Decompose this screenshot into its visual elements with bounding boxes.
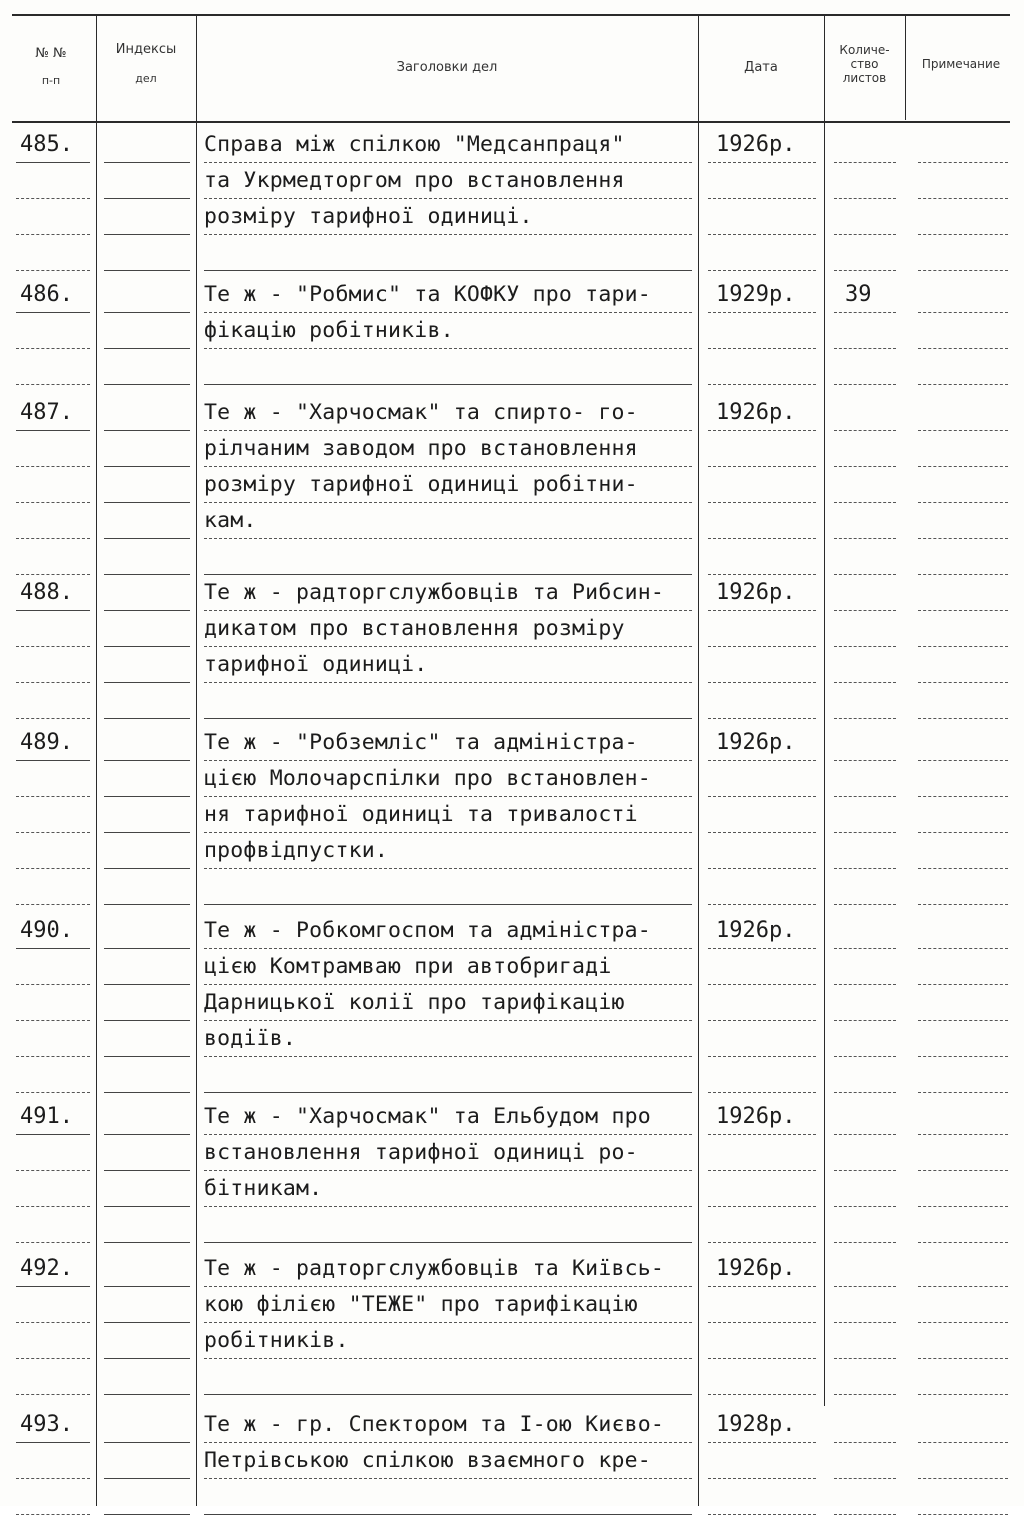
ruling-line bbox=[16, 312, 90, 313]
record-title-line: Те ж - "Робмис" та КОФКУ про тари- bbox=[204, 282, 651, 307]
table-top-rule bbox=[12, 14, 1010, 16]
ruling-line bbox=[16, 1242, 90, 1243]
ruling-line bbox=[708, 1394, 816, 1395]
ruling-line bbox=[204, 1394, 692, 1395]
record-title-line: Дарницької колії про тарифікацію bbox=[204, 990, 625, 1015]
ruling-line bbox=[918, 1442, 1008, 1443]
record-title-line: бітникам. bbox=[204, 1176, 323, 1201]
ruling-line bbox=[204, 234, 692, 235]
ruling-line bbox=[16, 1478, 90, 1479]
ruling-line bbox=[16, 832, 90, 833]
record-sheets: 39 bbox=[845, 282, 872, 307]
ruling-line bbox=[204, 796, 692, 797]
record-title-line: Те ж - гр. Спектором та І-ою Києво- bbox=[204, 1412, 665, 1437]
ruling-line bbox=[834, 1358, 896, 1359]
ruling-line bbox=[918, 1394, 1008, 1395]
record-number: 490. bbox=[20, 918, 73, 943]
ruling-line bbox=[104, 646, 190, 647]
record-title-line: та Укрмедторгом про встановлення bbox=[204, 168, 625, 193]
ruling-line bbox=[708, 832, 816, 833]
ruling-line bbox=[708, 760, 816, 761]
ruling-line bbox=[918, 162, 1008, 163]
ruling-line bbox=[918, 984, 1008, 985]
ruling-line bbox=[16, 984, 90, 985]
ruling-line bbox=[204, 574, 692, 575]
ruling-line bbox=[204, 312, 692, 313]
ruling-line bbox=[104, 234, 190, 235]
ruling-line bbox=[834, 868, 896, 869]
ruling-line bbox=[708, 1286, 816, 1287]
ruling-line bbox=[918, 1358, 1008, 1359]
ruling-line bbox=[708, 502, 816, 503]
ruling-line bbox=[708, 868, 816, 869]
ruling-line bbox=[104, 312, 190, 313]
ruling-line bbox=[918, 868, 1008, 869]
record-number: 492. bbox=[20, 1256, 73, 1281]
ruling-line bbox=[918, 796, 1008, 797]
ruling-line bbox=[16, 430, 90, 431]
ruling-line bbox=[204, 198, 692, 199]
record-title-line: тарифної одиниці. bbox=[204, 652, 428, 677]
ruling-line bbox=[204, 1134, 692, 1135]
ruling-line bbox=[708, 1242, 816, 1243]
ruling-line bbox=[104, 1286, 190, 1287]
ruling-line bbox=[16, 718, 90, 719]
ruling-line bbox=[204, 718, 692, 719]
ruling-line bbox=[708, 796, 816, 797]
ruling-line bbox=[918, 646, 1008, 647]
ruling-line bbox=[708, 904, 816, 905]
ruling-line bbox=[834, 904, 896, 905]
ruling-line bbox=[104, 984, 190, 985]
ruling-line bbox=[918, 270, 1008, 271]
ruling-line bbox=[204, 538, 692, 539]
ruling-line bbox=[708, 984, 816, 985]
ruling-line bbox=[104, 430, 190, 431]
ruling-line bbox=[918, 234, 1008, 235]
ruling-line bbox=[104, 718, 190, 719]
record-number: 486. bbox=[20, 282, 73, 307]
ruling-line bbox=[708, 348, 816, 349]
ruling-line bbox=[708, 1020, 816, 1021]
ruling-line bbox=[16, 948, 90, 949]
ruling-line bbox=[708, 948, 816, 949]
ruling-line bbox=[16, 1020, 90, 1021]
ruling-line bbox=[104, 760, 190, 761]
ruling-line bbox=[204, 610, 692, 611]
ruling-line bbox=[918, 1242, 1008, 1243]
record-title-line: розміру тарифної одиниці робітни- bbox=[204, 472, 638, 497]
ruling-line bbox=[16, 502, 90, 503]
record-title-line: розміру тарифної одиниці. bbox=[204, 204, 533, 229]
record-title-line: водіїв. bbox=[204, 1026, 297, 1051]
ruling-line bbox=[918, 502, 1008, 503]
record-title-line: цією Молочарспілки про встановлен- bbox=[204, 766, 651, 791]
ruling-line bbox=[104, 270, 190, 271]
ruling-line bbox=[16, 610, 90, 611]
record-date: 1926р. bbox=[716, 730, 796, 755]
ruling-line bbox=[834, 760, 896, 761]
ruling-line bbox=[834, 574, 896, 575]
ruling-line bbox=[708, 1206, 816, 1207]
ruling-line bbox=[16, 1358, 90, 1359]
ruling-line bbox=[104, 1020, 190, 1021]
ruling-line bbox=[104, 348, 190, 349]
ruling-line bbox=[708, 718, 816, 719]
ruling-line bbox=[16, 1134, 90, 1135]
ruling-line bbox=[104, 1134, 190, 1135]
ruling-line bbox=[834, 502, 896, 503]
ruling-line bbox=[104, 610, 190, 611]
ruling-line bbox=[204, 466, 692, 467]
ruling-line bbox=[204, 348, 692, 349]
ruling-line bbox=[16, 466, 90, 467]
ruling-line bbox=[204, 162, 692, 163]
ruling-line bbox=[16, 1206, 90, 1207]
ruling-line bbox=[104, 832, 190, 833]
ruling-line bbox=[834, 466, 896, 467]
ruling-line bbox=[104, 682, 190, 683]
ruling-line bbox=[104, 1322, 190, 1323]
ruling-line bbox=[834, 796, 896, 797]
ruling-line bbox=[834, 832, 896, 833]
ruling-line bbox=[834, 682, 896, 683]
ruling-line bbox=[834, 430, 896, 431]
ruling-line bbox=[918, 430, 1008, 431]
record-title-line: робітників. bbox=[204, 1328, 349, 1353]
ruling-line bbox=[204, 948, 692, 949]
ruling-line bbox=[104, 796, 190, 797]
record-number: 488. bbox=[20, 580, 73, 605]
ruling-line bbox=[104, 1092, 190, 1093]
ruling-line bbox=[204, 646, 692, 647]
ruling-line bbox=[708, 1358, 816, 1359]
ruling-line bbox=[918, 1092, 1008, 1093]
record-number: 493. bbox=[20, 1412, 73, 1437]
ruling-line bbox=[918, 384, 1008, 385]
ruling-line bbox=[104, 1442, 190, 1443]
record-date: 1926р. bbox=[716, 580, 796, 605]
ruling-line bbox=[708, 1092, 816, 1093]
ruling-line bbox=[918, 1286, 1008, 1287]
ruling-line bbox=[918, 1170, 1008, 1171]
ruling-line bbox=[104, 198, 190, 199]
ruling-line bbox=[708, 538, 816, 539]
ruling-line bbox=[918, 682, 1008, 683]
ruling-line bbox=[204, 1442, 692, 1443]
ruling-line bbox=[104, 948, 190, 949]
record-title-line: Те ж - "Харчосмак" та Ельбудом про bbox=[204, 1104, 651, 1129]
ruling-line bbox=[834, 948, 896, 949]
record-title-line: дикатом про встановлення розміру bbox=[204, 616, 625, 641]
ruling-line bbox=[104, 1358, 190, 1359]
record-title-line: цією Комтрамваю при автобригаді bbox=[204, 954, 612, 979]
ruling-line bbox=[834, 1242, 896, 1243]
ruling-line bbox=[16, 348, 90, 349]
ruling-line bbox=[708, 384, 816, 385]
ruling-line bbox=[918, 1206, 1008, 1207]
record-title-line: Те ж - "Робземліс" та адміністра- bbox=[204, 730, 638, 755]
ruling-line bbox=[834, 1056, 896, 1057]
ruling-line bbox=[16, 760, 90, 761]
ruling-line bbox=[104, 466, 190, 467]
ruling-line bbox=[918, 348, 1008, 349]
ruling-line bbox=[204, 1322, 692, 1323]
ruling-line bbox=[708, 574, 816, 575]
ruling-line bbox=[204, 984, 692, 985]
ruling-line bbox=[16, 904, 90, 905]
ruling-line bbox=[918, 1134, 1008, 1135]
record-title-line: Те ж - радторгслужбовців та Рибсин- bbox=[204, 580, 665, 605]
ruling-line bbox=[204, 384, 692, 385]
ruling-line bbox=[16, 682, 90, 683]
ruling-line bbox=[204, 682, 692, 683]
ruling-line bbox=[708, 270, 816, 271]
ruling-line bbox=[16, 1092, 90, 1093]
ruling-line bbox=[16, 868, 90, 869]
header-note: Примечание bbox=[921, 57, 1001, 71]
ruling-line bbox=[918, 760, 1008, 761]
record-title-line: встановлення тарифної одиниці ро- bbox=[204, 1140, 638, 1165]
ruling-line bbox=[16, 1322, 90, 1323]
ruling-line bbox=[834, 1478, 896, 1479]
record-title-line: Справа між спілкою "Медсанпраця" bbox=[204, 132, 625, 157]
record-number: 489. bbox=[20, 730, 73, 755]
record-number: 487. bbox=[20, 400, 73, 425]
ruling-line bbox=[204, 760, 692, 761]
column-rule bbox=[96, 14, 97, 1506]
ruling-line bbox=[918, 1322, 1008, 1323]
ruling-line bbox=[204, 1056, 692, 1057]
ruling-line bbox=[16, 538, 90, 539]
ruling-line bbox=[104, 1206, 190, 1207]
ruling-line bbox=[708, 234, 816, 235]
ruling-line bbox=[16, 1286, 90, 1287]
ruling-line bbox=[918, 832, 1008, 833]
header-title: Заголовки дел bbox=[396, 60, 498, 75]
ruling-line bbox=[104, 868, 190, 869]
ruling-line bbox=[708, 198, 816, 199]
record-title-line: профвідпустки. bbox=[204, 838, 389, 863]
ruling-line bbox=[834, 384, 896, 385]
record-title-line: Петрівською спілкою взаємного кре- bbox=[204, 1448, 651, 1473]
ruling-line bbox=[708, 312, 816, 313]
ruling-line bbox=[104, 574, 190, 575]
ruling-line bbox=[834, 348, 896, 349]
ruling-line bbox=[104, 1170, 190, 1171]
ruling-line bbox=[16, 1442, 90, 1443]
ruling-line bbox=[16, 198, 90, 199]
ruling-line bbox=[834, 162, 896, 163]
ruling-line bbox=[918, 904, 1008, 905]
ruling-line bbox=[708, 466, 816, 467]
ruling-line bbox=[204, 1170, 692, 1171]
record-title-line: Те ж - Робкомгоспом та адміністра- bbox=[204, 918, 651, 943]
record-title-line: Те ж - радторгслужбовців та Київсь- bbox=[204, 1256, 665, 1281]
ruling-line bbox=[918, 718, 1008, 719]
ruling-line bbox=[16, 1394, 90, 1395]
ruling-line bbox=[16, 384, 90, 385]
record-number: 491. bbox=[20, 1104, 73, 1129]
ruling-line bbox=[708, 610, 816, 611]
ruling-line bbox=[104, 502, 190, 503]
ruling-line bbox=[204, 1092, 692, 1093]
ruling-line bbox=[104, 1056, 190, 1057]
ruling-line bbox=[708, 682, 816, 683]
ruling-line bbox=[834, 1442, 896, 1443]
column-rule bbox=[196, 14, 197, 1506]
record-date: 1926р. bbox=[716, 918, 796, 943]
ruling-line bbox=[834, 198, 896, 199]
ruling-line bbox=[834, 270, 896, 271]
ruling-line bbox=[708, 1170, 816, 1171]
ruling-line bbox=[834, 1092, 896, 1093]
ruling-line bbox=[204, 904, 692, 905]
ruling-line bbox=[834, 312, 896, 313]
ruling-line bbox=[918, 948, 1008, 949]
ruling-line bbox=[708, 1322, 816, 1323]
ruling-line bbox=[16, 796, 90, 797]
ruling-line bbox=[204, 1286, 692, 1287]
ruling-line bbox=[834, 610, 896, 611]
ruling-line bbox=[104, 1394, 190, 1395]
ruling-line bbox=[16, 270, 90, 271]
ruling-line bbox=[834, 234, 896, 235]
ruling-line bbox=[104, 1478, 190, 1479]
column-rule bbox=[698, 14, 699, 1506]
ruling-line bbox=[708, 1478, 816, 1479]
ruling-line bbox=[16, 1170, 90, 1171]
ruling-line bbox=[834, 646, 896, 647]
ruling-line bbox=[104, 904, 190, 905]
ruling-line bbox=[918, 610, 1008, 611]
record-title-line: ня тарифної одиниці та тривалості bbox=[204, 802, 638, 827]
ruling-line bbox=[204, 502, 692, 503]
ruling-line bbox=[834, 718, 896, 719]
record-date: 1929р. bbox=[716, 282, 796, 307]
ruling-line bbox=[204, 832, 692, 833]
ruling-line bbox=[104, 162, 190, 163]
ruling-line bbox=[918, 312, 1008, 313]
ruling-line bbox=[834, 1170, 896, 1171]
ruling-line bbox=[16, 646, 90, 647]
record-title-line: рілчаним заводом про встановлення bbox=[204, 436, 638, 461]
ruling-line bbox=[16, 574, 90, 575]
header-number: № № п-п bbox=[35, 46, 67, 88]
ruling-line bbox=[834, 1134, 896, 1135]
ruling-line bbox=[918, 198, 1008, 199]
ruling-line bbox=[204, 868, 692, 869]
table-header-rule bbox=[12, 121, 1010, 123]
ruling-line bbox=[104, 538, 190, 539]
ruling-line bbox=[16, 234, 90, 235]
ruling-line bbox=[708, 1442, 816, 1443]
column-rule bbox=[824, 14, 825, 1406]
record-number: 485. bbox=[20, 132, 73, 157]
ruling-line bbox=[918, 1020, 1008, 1021]
record-title-line: фікацію робітників. bbox=[204, 318, 454, 343]
ruling-line bbox=[708, 646, 816, 647]
ruling-line bbox=[16, 162, 90, 163]
ruling-line bbox=[834, 984, 896, 985]
ruling-line bbox=[104, 1242, 190, 1243]
ruling-line bbox=[104, 384, 190, 385]
record-title-line: кою філією "ТЕЖЕ" про тарифікацію bbox=[204, 1292, 638, 1317]
ruling-line bbox=[918, 538, 1008, 539]
ruling-line bbox=[204, 1206, 692, 1207]
header-index: Индексы дел bbox=[115, 42, 177, 86]
ruling-line bbox=[16, 1056, 90, 1057]
ruling-line bbox=[834, 1394, 896, 1395]
ruling-line bbox=[204, 1358, 692, 1359]
ruling-line bbox=[708, 1134, 816, 1135]
record-date: 1926р. bbox=[716, 1256, 796, 1281]
record-date: 1926р. bbox=[716, 400, 796, 425]
ruling-line bbox=[204, 430, 692, 431]
ruling-line bbox=[834, 1286, 896, 1287]
record-date: 1928р. bbox=[716, 1412, 796, 1437]
ruling-line bbox=[918, 574, 1008, 575]
ruling-line bbox=[918, 466, 1008, 467]
record-date: 1926р. bbox=[716, 1104, 796, 1129]
record-title-line: Те ж - "Харчосмак" та спирто- го- bbox=[204, 400, 638, 425]
ruling-line bbox=[918, 1056, 1008, 1057]
header-date: Дата bbox=[744, 60, 778, 75]
record-title-line: кам. bbox=[204, 508, 257, 533]
ruling-line bbox=[834, 1020, 896, 1021]
record-date: 1926р. bbox=[716, 132, 796, 157]
ruling-line bbox=[708, 1056, 816, 1057]
ruling-line bbox=[918, 1478, 1008, 1479]
ruling-line bbox=[834, 538, 896, 539]
ruling-line bbox=[204, 1020, 692, 1021]
ruling-line bbox=[204, 1242, 692, 1243]
ruling-line bbox=[834, 1322, 896, 1323]
ruling-line bbox=[834, 1206, 896, 1207]
header-sheets: Количе- ство листов bbox=[839, 43, 890, 85]
ruling-line bbox=[708, 162, 816, 163]
ruling-line bbox=[708, 430, 816, 431]
ruling-line bbox=[204, 1478, 692, 1479]
ruling-line bbox=[204, 270, 692, 271]
